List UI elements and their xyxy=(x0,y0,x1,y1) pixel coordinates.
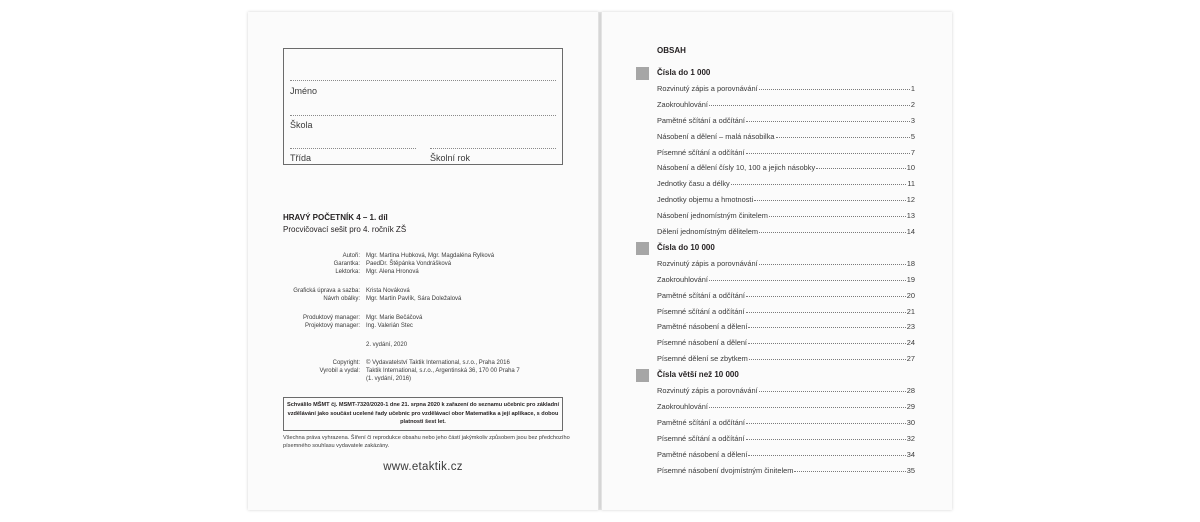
toc-page-number: 7 xyxy=(910,147,915,157)
toc-leader-dots xyxy=(816,168,906,169)
credit-value: Krista Nováková xyxy=(366,288,410,294)
toc-entry xyxy=(657,84,915,96)
credit-value: © Vydavatelství Taktik International, s.r.o., Praha 2016 xyxy=(366,360,510,366)
school-label: Škola xyxy=(290,120,313,130)
toc-page-number: 30 xyxy=(906,417,915,427)
toc-page-number: 21 xyxy=(906,306,915,316)
toc-page-number: 24 xyxy=(906,338,915,348)
toc-leader-dots xyxy=(746,312,906,313)
credit-value: PaedDr. Štěpánka Vondrášková xyxy=(366,261,452,267)
toc-leader-dots xyxy=(746,121,910,122)
toc-page-number: 35 xyxy=(906,465,915,475)
toc-leader-dots xyxy=(746,153,910,154)
toc-page-number: 14 xyxy=(906,227,915,236)
credit-value: Taktik International, s.r.o., Argentinská 36, 170 00 Praha 7 xyxy=(366,368,520,374)
toc-entry-title: Pamětné násobení a dělení xyxy=(657,322,748,332)
toc-leader-dots xyxy=(709,280,906,281)
toc-leader-dots xyxy=(759,89,910,90)
toc-leader-dots xyxy=(754,200,906,201)
toc-entry-title: Zaokrouhlování xyxy=(657,274,708,284)
toc-leader-dots xyxy=(709,407,906,408)
toc-entry-title: Písemné sčítání a odčítání xyxy=(657,147,745,157)
toc-entry xyxy=(657,148,915,160)
toc-entry xyxy=(657,418,915,430)
contents-page xyxy=(601,12,952,510)
toc-leader-dots xyxy=(748,455,905,456)
toc-entry-title: Zaokrouhlování xyxy=(657,99,708,109)
section-marker-icon xyxy=(636,369,649,382)
toc-page-number: 34 xyxy=(906,449,915,459)
toc-leader-dots xyxy=(759,232,906,233)
toc-entry-title: Pamětné sčítání a odčítání xyxy=(657,290,745,300)
toc-section-title: Čísla větší než 10 000 xyxy=(657,370,739,380)
school-year-line xyxy=(430,148,556,149)
toc-section-header xyxy=(636,369,926,383)
toc-entry xyxy=(657,275,915,287)
credit-label: Vyrobil a vydal: xyxy=(319,368,360,374)
class-line xyxy=(290,148,416,149)
credit-value: Mgr. Marie Bečáčová xyxy=(366,315,423,321)
toc-entry-title: Rozvinutý zápis a porovnávání xyxy=(657,83,758,93)
toc-entry xyxy=(657,259,915,271)
toc-entry-title: Násobení a dělení čísly 10, 100 a jejich násobky xyxy=(657,163,816,173)
toc-entry xyxy=(657,132,915,144)
toc-entry-title: Pamětné sčítání a odčítání xyxy=(657,115,745,125)
toc-entry xyxy=(657,402,915,414)
toc-leader-dots xyxy=(749,359,906,360)
toc-entry-title: Písemné sčítání a odčítání xyxy=(657,433,745,443)
toc-entry-title: Násobení a dělení – malá násobilka xyxy=(657,131,775,141)
toc-entry xyxy=(657,466,915,478)
toc-leader-dots xyxy=(776,137,910,138)
toc-entry xyxy=(657,179,915,191)
toc-entry xyxy=(657,338,915,350)
credit-value: (1. vydání, 2016) xyxy=(366,376,412,382)
toc-leader-dots xyxy=(746,296,906,297)
book-subtitle: Procvičovací sešit pro 4. ročník ZŠ xyxy=(283,225,407,234)
credit-label: Produktový manager: xyxy=(302,315,360,321)
toc-page-number: 28 xyxy=(906,386,915,395)
toc-entry-title: Jednotky času a délky xyxy=(657,179,730,189)
credit-label: Garantka: xyxy=(333,261,360,267)
toc-leader-dots xyxy=(759,391,906,392)
toc-page-number: 23 xyxy=(906,322,915,332)
toc-entry-title: Násobení jednomístným činitelem xyxy=(657,211,768,221)
toc-page-number: 27 xyxy=(906,354,915,364)
credit-label: Grafická úprava a sazba: xyxy=(293,288,360,294)
toc-leader-dots xyxy=(709,105,910,106)
toc-leader-dots xyxy=(769,216,906,217)
toc-entry-title: Písemné násobení dvojmístným činitelem xyxy=(657,465,794,475)
toc-leader-dots xyxy=(748,343,906,344)
credit-value: Mgr. Martin Pavlík, Sára Doležalová xyxy=(366,296,462,302)
toc-entry xyxy=(657,354,915,366)
toc-entry-title: Rozvinutý zápis a porovnávání xyxy=(657,258,758,268)
toc-page-number: 10 xyxy=(906,163,915,173)
toc-entry-title: Zaokrouhlování xyxy=(657,401,708,411)
toc-section-header xyxy=(636,67,926,81)
toc-entry xyxy=(657,100,915,112)
ministry-approval-box xyxy=(283,397,563,431)
toc-page-number: 20 xyxy=(906,290,915,300)
toc-entry xyxy=(657,211,915,223)
toc-entry-title: Jednotky objemu a hmotnosti xyxy=(657,195,754,205)
rights-notice: Všechna práva vyhrazena. Šíření či reprodukce obsahu nebo jeho částí jakýmkoliv způsobem jsou bez předchozího písemného souhlasu vydavatele zakázány. xyxy=(283,435,570,449)
section-marker-icon xyxy=(636,67,649,80)
toc-page-number: 5 xyxy=(910,131,915,141)
toc-leader-dots xyxy=(746,439,906,440)
toc-entry xyxy=(657,322,915,334)
toc-entry xyxy=(657,291,915,303)
credit-label: Projektový manager: xyxy=(304,323,360,329)
student-info-box xyxy=(283,48,563,165)
name-line xyxy=(290,80,556,81)
toc-entry-title: Písemné sčítání a odčítání xyxy=(657,306,745,316)
toc-page-number: 1 xyxy=(910,83,915,93)
imprint-page xyxy=(248,12,599,510)
toc-entry-title: Pamětné sčítání a odčítání xyxy=(657,417,745,427)
toc-leader-dots xyxy=(731,184,907,185)
toc-section-title: Čísla do 1 000 xyxy=(657,68,711,77)
toc-leader-dots xyxy=(759,264,906,265)
credit-label: Lektorka: xyxy=(335,269,360,275)
school-line xyxy=(290,115,556,116)
toc-page-number: 19 xyxy=(906,274,915,284)
toc-entry-title: Písemné dělení se zbytkem xyxy=(657,354,748,364)
toc-page-number: 29 xyxy=(906,401,915,411)
toc-page-number: 11 xyxy=(907,179,915,189)
toc-section-header xyxy=(636,242,926,256)
toc-page-number: 18 xyxy=(906,258,915,268)
credit-label: Autoři: xyxy=(342,253,360,259)
contents-heading: OBSAH xyxy=(657,46,686,55)
toc-entry xyxy=(657,386,915,398)
credit-value: Ing. Valerián Stec xyxy=(366,323,413,329)
name-label: Jméno xyxy=(290,86,318,96)
toc-entry-title: Dělení jednomístným dělitelem xyxy=(657,227,759,236)
class-label: Třída xyxy=(290,153,312,163)
credit-label: Návrh obálky: xyxy=(323,296,360,302)
toc-page-number: 32 xyxy=(906,433,915,443)
toc-section-title: Čísla do 10 000 xyxy=(657,242,715,252)
toc-entry xyxy=(657,163,915,175)
toc-entry xyxy=(657,307,915,319)
credit-value: Mgr. Alena Hronová xyxy=(366,269,419,275)
toc-page-number: 12 xyxy=(906,195,915,205)
toc-leader-dots xyxy=(748,327,905,328)
toc-page-number: 3 xyxy=(910,115,915,125)
toc-entry-title: Pamětné násobení a dělení xyxy=(657,449,748,459)
toc-entry xyxy=(657,434,915,446)
toc-entry-title: Rozvinutý zápis a porovnávání xyxy=(657,386,758,395)
approval-text: Schválilo MŠMT čj. MSMT-7320/2020-1 dne 21. srpna 2020 k zařazení do seznamu učebnic pro základní vzdělávání jako součást ucelené řady učebnic pro vzdělávací obor Matematika a její aplikace, s dobou platnosti šest let. xyxy=(287,402,560,425)
toc-page-number: 13 xyxy=(906,211,915,221)
toc-page-number: 2 xyxy=(910,99,915,109)
edition-text: 2. vydání, 2020 xyxy=(366,342,408,348)
section-marker-icon xyxy=(636,242,649,255)
toc-entry xyxy=(657,195,915,207)
credit-value: Mgr. Martina Hubková, Mgr. Magdaléna Rylková xyxy=(366,253,495,259)
toc-entry-title: Písemné násobení a dělení xyxy=(657,338,747,348)
school-year-label: Školní rok xyxy=(430,153,471,163)
toc-entry xyxy=(657,227,915,239)
toc-leader-dots xyxy=(794,471,905,472)
toc-entry xyxy=(657,116,915,128)
book-title: HRAVÝ POČETNÍK 4 – 1. díl xyxy=(283,213,388,222)
toc-leader-dots xyxy=(746,423,906,424)
publisher-website-link[interactable]: www.etaktik.cz xyxy=(383,461,463,473)
toc-entry xyxy=(657,450,915,462)
credit-label: Copyright: xyxy=(332,360,360,366)
